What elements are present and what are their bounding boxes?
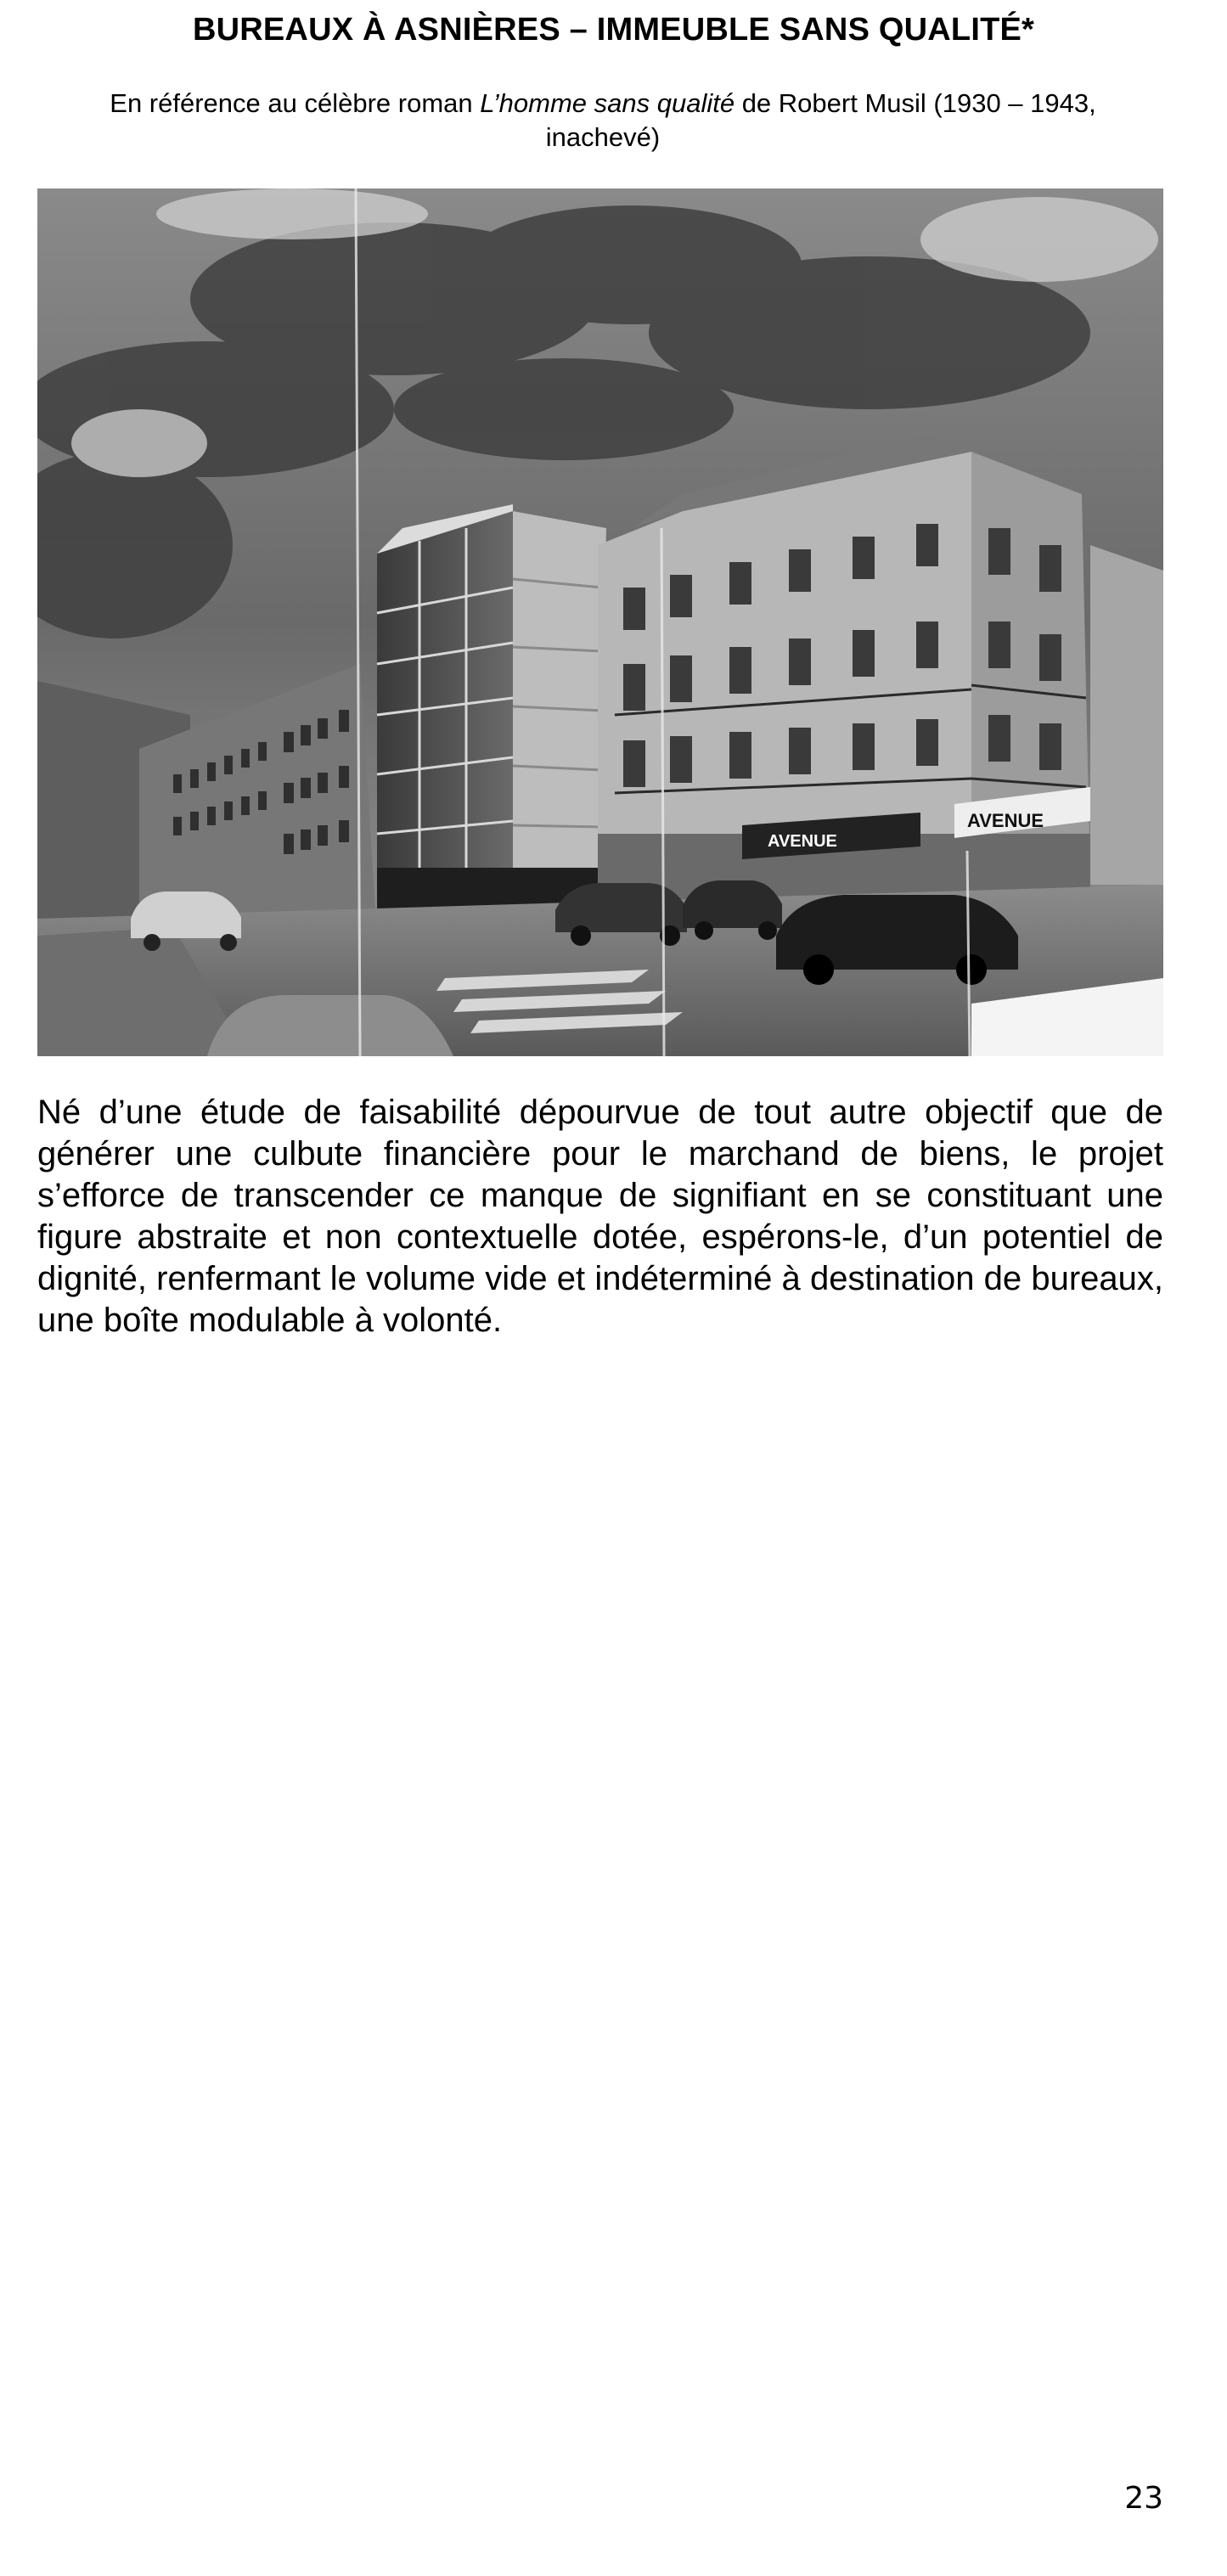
subtitle-prefix: En référence au célèbre roman (110, 88, 481, 118)
subtitle-suffix: de Robert Musil (1930 – 1943, inachevé) (545, 88, 1096, 152)
right-building (1090, 545, 1163, 885)
haussmann-corner-building (598, 435, 1163, 927)
body-paragraph: Né d’une étude de faisabilité dépourvue de tout autre objectif que de générer une culbute financière pour le marchand de biens, le projet s’efforce de transcender ce manque de signifiant en se constituant une figure abstraite et non contextuelle dotée, espérons-le, d’un potentiel de dignité, renfermant le volume vide et indéterminé à destination de bureaux, une boîte modulable à volonté. (37, 1094, 1163, 1339)
sign-avenue-right: AVENUE (967, 810, 1044, 831)
glass-office-building (377, 504, 606, 936)
page-subtitle (51, 87, 1155, 155)
street-photo-montage (37, 188, 1163, 1056)
page-number: 23 (1124, 2481, 1163, 2516)
subtitle-book-title: L’homme sans qualité (480, 88, 735, 118)
sign-avenue-left: AVENUE (768, 832, 837, 851)
page-title: BUREAUX À ASNIÈRES – IMMEUBLE SANS QUALITÉ* (192, 12, 1035, 48)
